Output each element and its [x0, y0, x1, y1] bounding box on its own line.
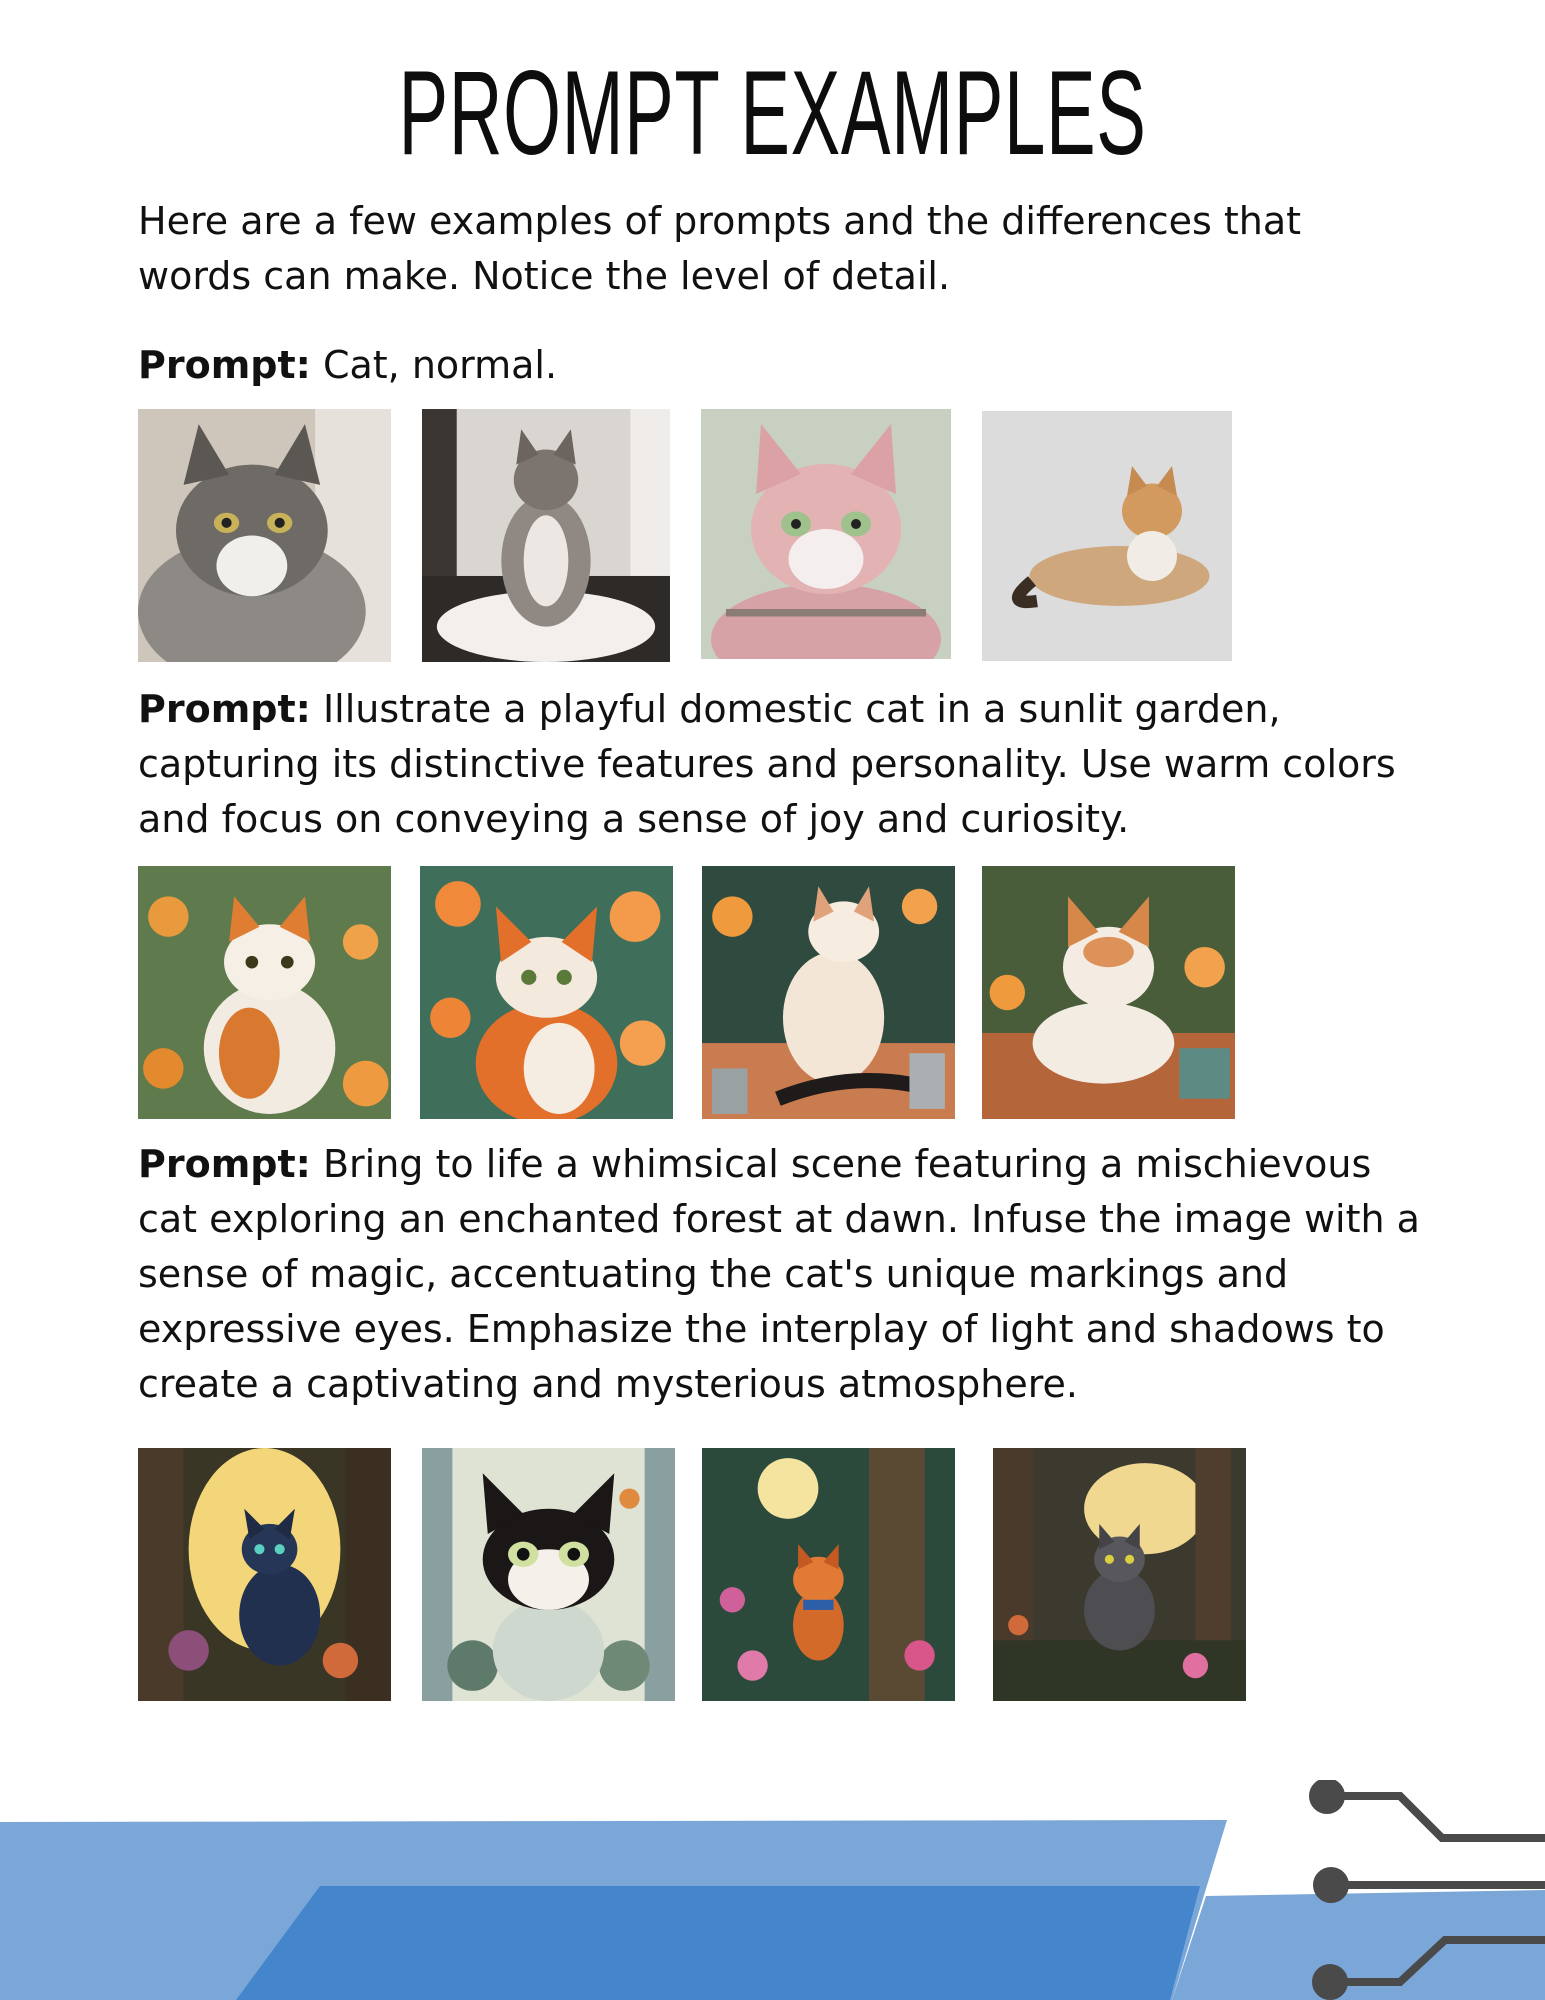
intro-text: Here are a few examples of prompts and the differences that words can make. Notice the level of detail. [138, 199, 1302, 298]
prompt-1 [138, 338, 1438, 393]
cat-image-1-4 [982, 411, 1232, 661]
cat-image-3-3 [702, 1448, 955, 1701]
cat-image-2-1 [138, 866, 391, 1119]
cat-image-3-4 [993, 1448, 1246, 1701]
cat-image-2-3 [702, 866, 955, 1119]
footer-decoration [0, 1780, 1545, 2000]
prompt-text: Illustrate a playful domestic cat in a sunlit garden, capturing its distinctive features and personality. Use warm colors and focus on conveying a sense of joy and curiosity. [138, 687, 1396, 841]
prompt-label: Prompt: [138, 1142, 311, 1186]
prompt-label: Prompt: [138, 687, 311, 731]
cat-image-2-4 [982, 866, 1235, 1119]
prompt-text: Bring to life a whimsical scene featuring a mischievous cat exploring an enchanted forest at dawn. Infuse the image with a sense of magic, accentuating the cat's unique markings and expressive eyes. Emphasize the interplay of light and shadows to create a captivating and mysterious atmosphere. [138, 1142, 1420, 1406]
prompt-label: Prompt: [138, 343, 311, 387]
cat-image-1-2 [422, 409, 670, 662]
prompt-3 [138, 1137, 1438, 1412]
cat-image-3-2 [422, 1448, 675, 1701]
cat-image-3-1 [138, 1448, 391, 1701]
cat-image-1-1 [138, 409, 391, 662]
page-title: PROMPT EXAMPLES [398, 46, 1147, 180]
prompt-text: Cat, normal. [310, 343, 558, 387]
cat-image-2-2 [420, 866, 673, 1119]
prompt-2 [138, 682, 1438, 847]
cat-image-1-3 [701, 409, 951, 659]
